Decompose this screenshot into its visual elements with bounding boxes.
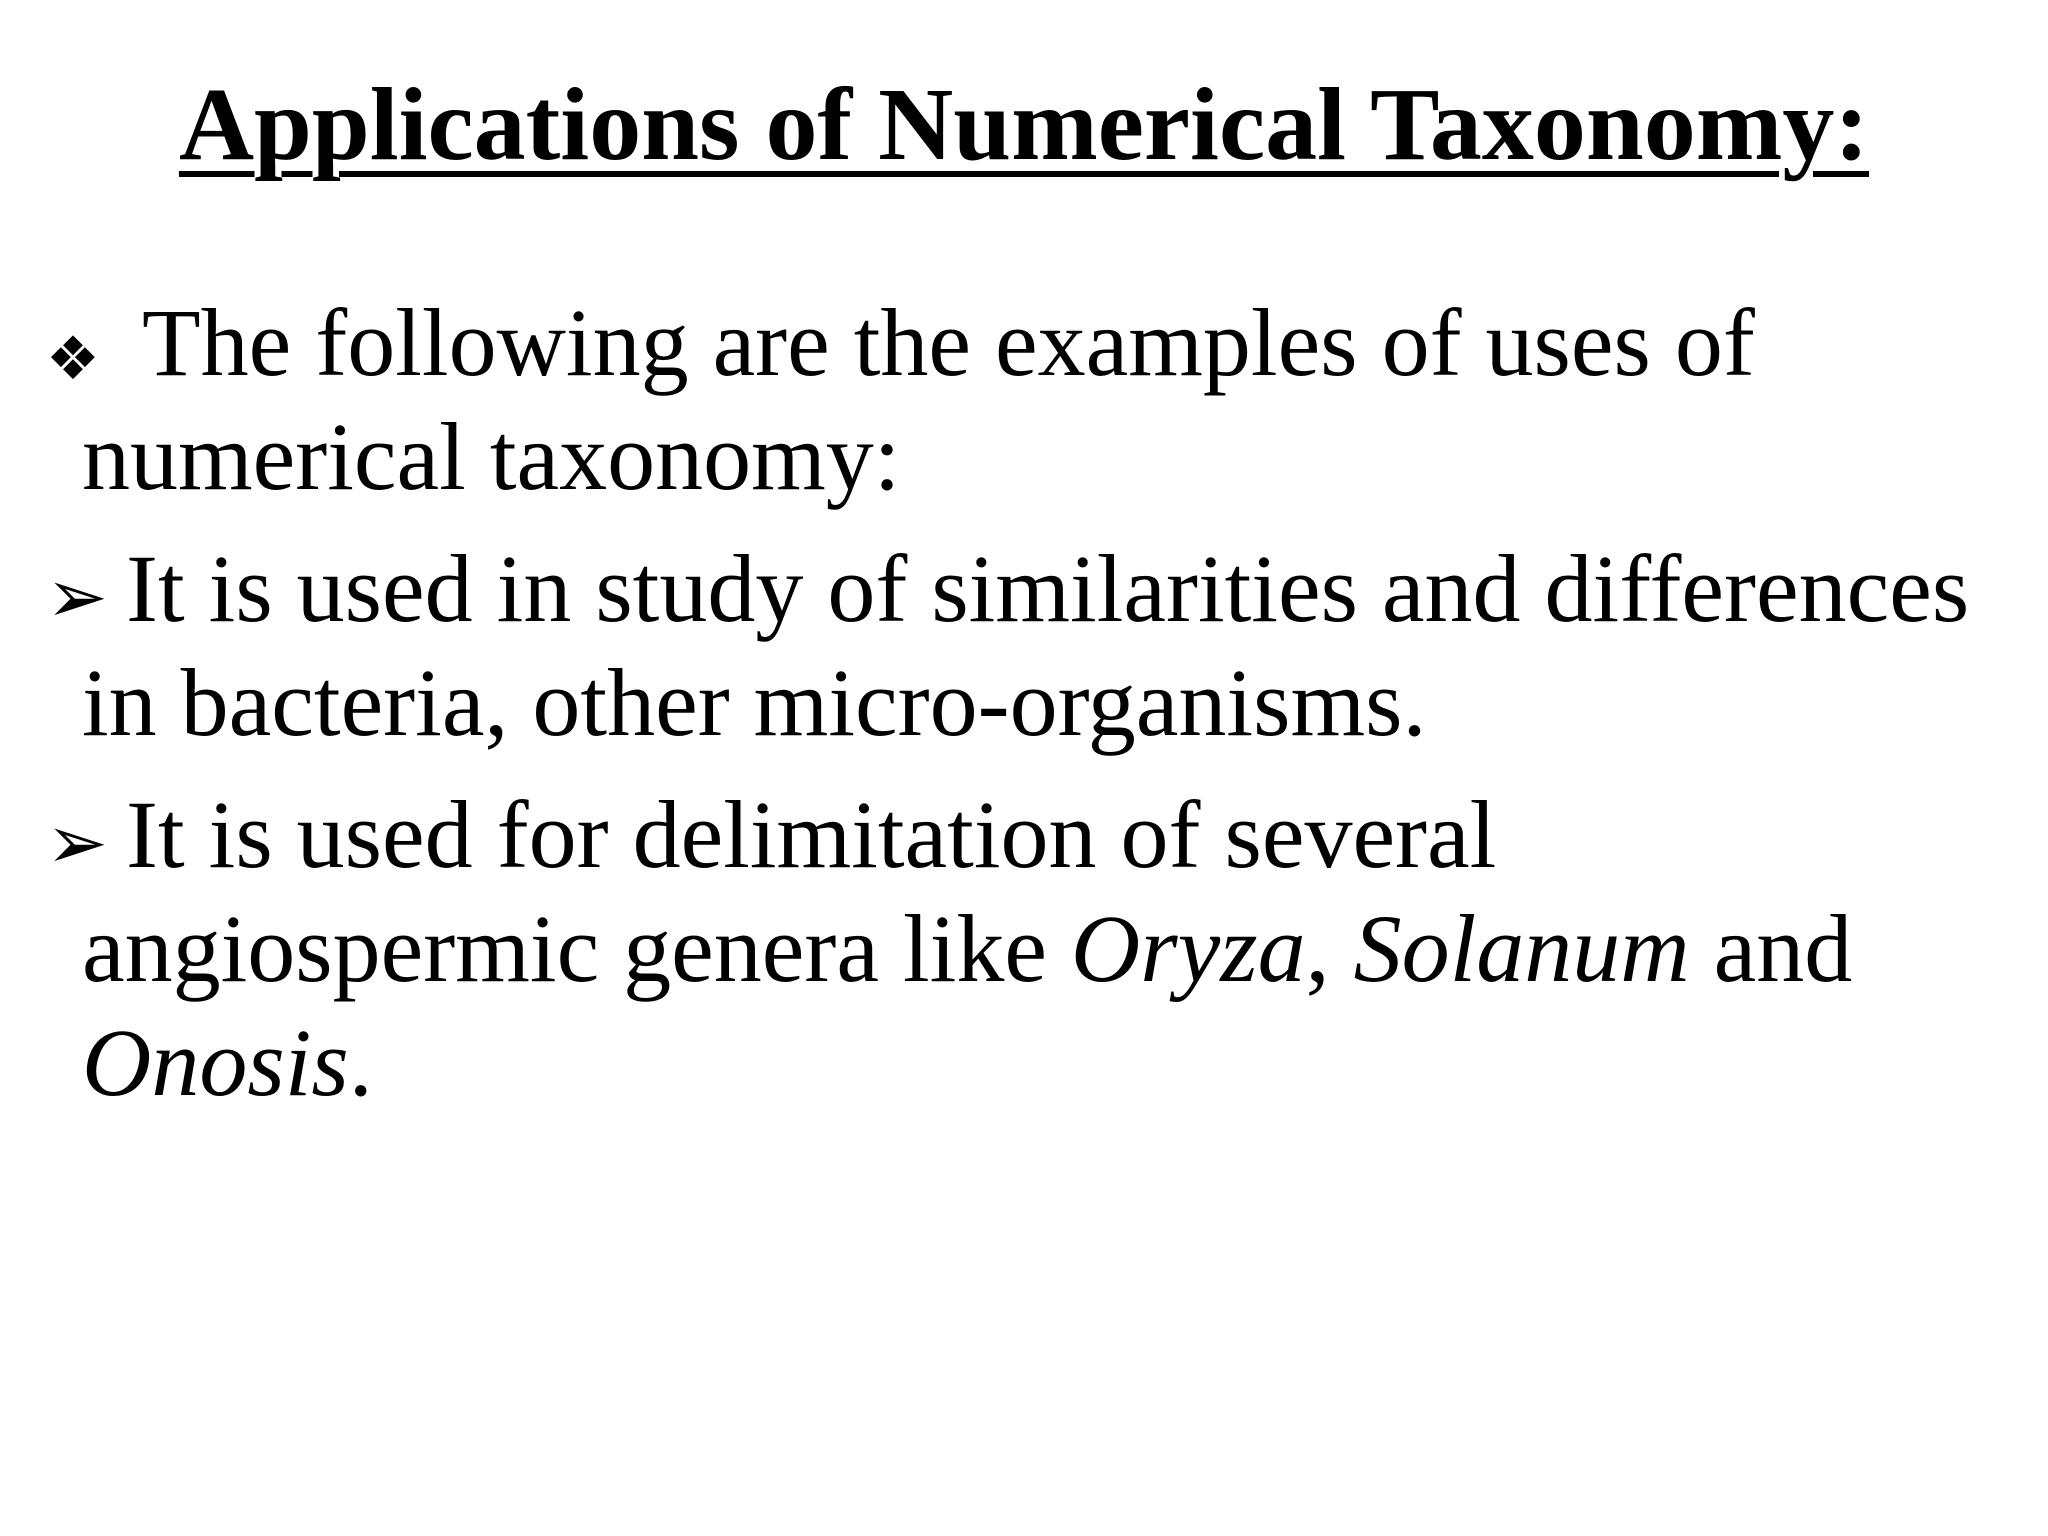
slide-body <box>46 286 2031 1138</box>
separator-text: and <box>1689 895 1853 1002</box>
intro-text: The following are the examples of uses of numerical taxonomy: <box>82 289 1755 510</box>
arrow-bullet-icon: ➢ <box>46 800 109 886</box>
genus-name: Oryza <box>1070 895 1306 1002</box>
ending-punctuation: . <box>348 1009 373 1116</box>
separator-text: , <box>1305 895 1354 1002</box>
genus-name: Onosis <box>82 1009 349 1116</box>
slide-title-text: Applications of Numerical Taxonomy: <box>178 67 1870 182</box>
arrow-bullet-icon: ➢ <box>46 554 109 640</box>
genus-name: Solanum <box>1353 895 1690 1002</box>
diamond-bullet-icon: ❖ <box>46 324 100 394</box>
bullet-item-angiosperms <box>46 778 2031 1120</box>
bullet-text: It is used for delimitation of several angiospermic genera like <box>82 781 1497 1002</box>
slide-title <box>0 60 2048 190</box>
bullet-item-bacteria <box>46 532 2031 760</box>
intro-bullet <box>46 286 2031 514</box>
bullet-text: It is used in study of similarities and differences in bacteria, other micro-organisms. <box>82 535 1970 756</box>
